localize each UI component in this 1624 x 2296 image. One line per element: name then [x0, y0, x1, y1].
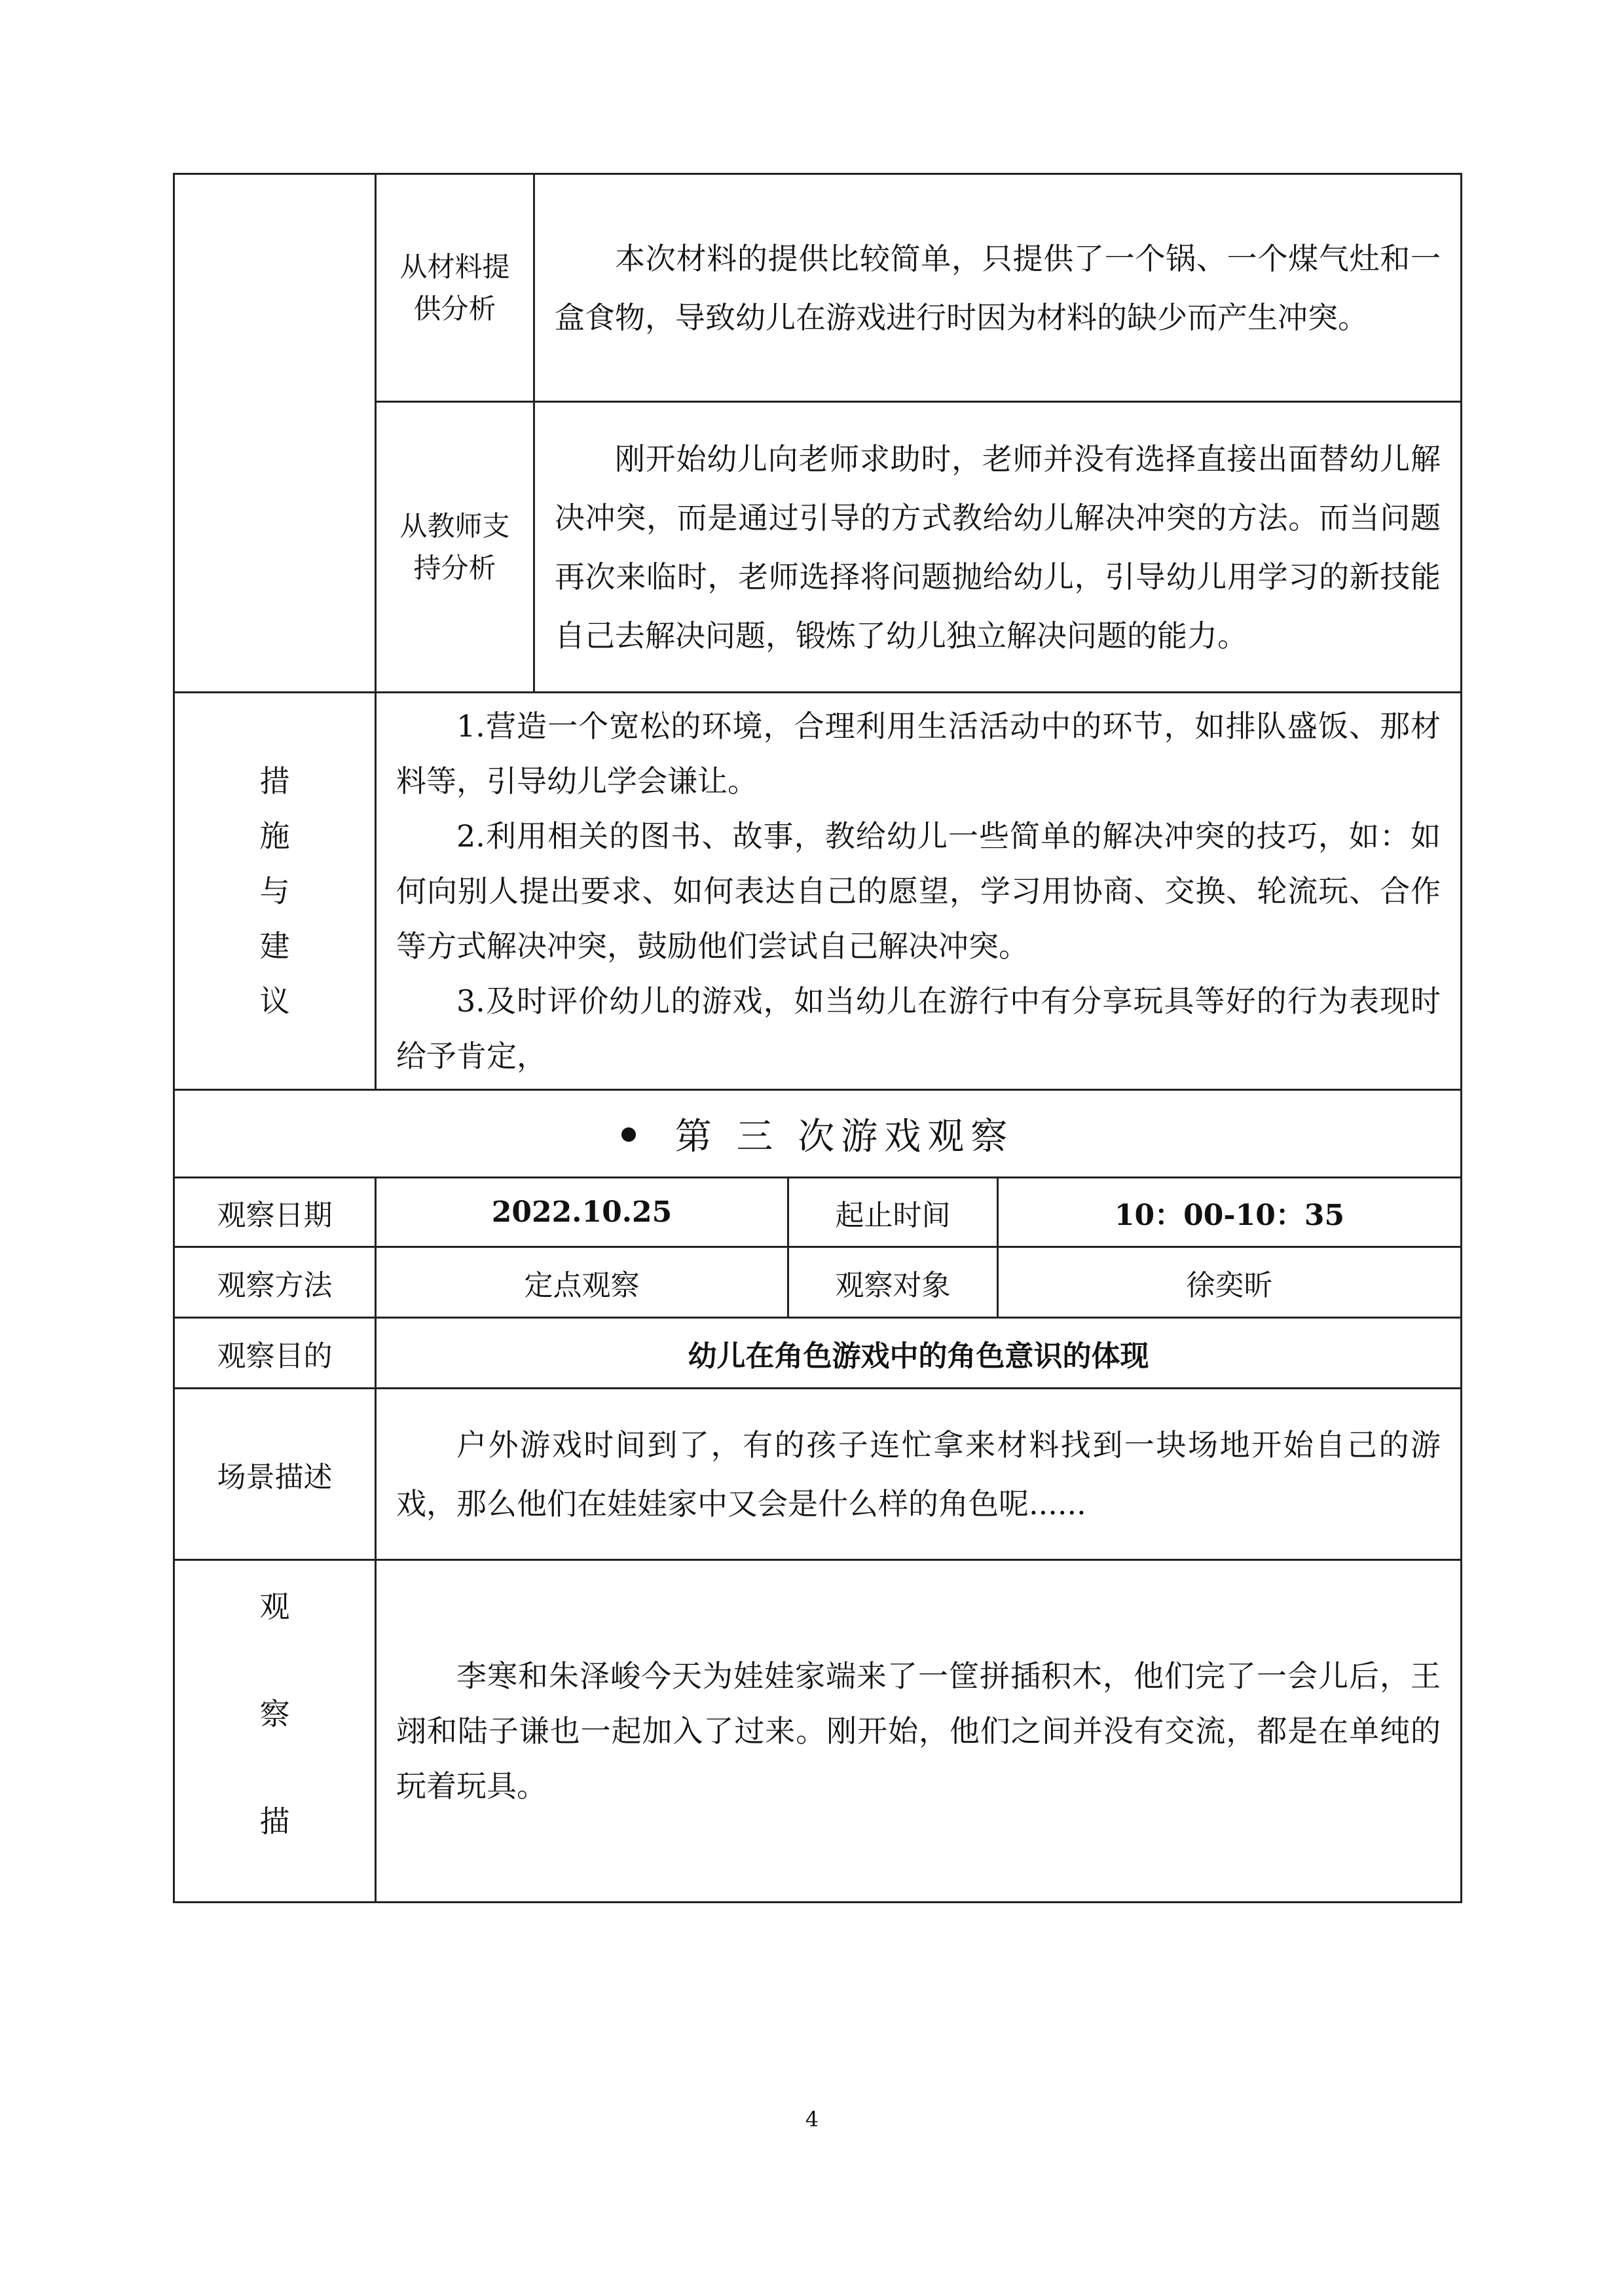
- measure-item: 2.利用相关的图书、故事，教给幼儿一些简单的解决冲突的技巧，如：如何向别人提出要求、如何表达自己的愿望，学习用协商、交换、轮流玩、合作等方式解决冲突，鼓励他们尝试自己解决冲突。: [396, 818, 1441, 964]
- teacher-analysis-text: 刚开始幼儿向老师求助时，老师并没有选择直接出面替幼儿解决冲突，而是通过引导的方式教给幼儿解决冲突的方法。而当问题再次来临时，老师选择将问题抛给幼儿，引导幼儿用学习的新技能自己去解决问题，锻炼了幼儿独立解决问题的能力。: [534, 402, 1462, 693]
- time-label: 起止时间: [788, 1178, 998, 1247]
- teacher-analysis-label: 从教师支 持分析: [376, 402, 534, 693]
- subject-label: 观察对象: [788, 1247, 998, 1318]
- material-analysis-row: [174, 174, 1462, 402]
- scene-label: 场景描述: [174, 1389, 376, 1560]
- scene-text: 户外游戏时间到了，有的孩子连忙拿来材料找到一块场地开始自己的游戏，那么他们在娃娃家中又会是什么样的角色呢......: [376, 1389, 1462, 1560]
- purpose-row: [174, 1318, 1462, 1389]
- date-value: 2022.10.25: [376, 1178, 788, 1247]
- material-analysis-text: 本次材料的提供比较简单，只提供了一个锅、一个煤气灶和一盒食物，导致幼儿在游戏进行时因为材料的缺少而产生冲突。: [534, 174, 1462, 402]
- section-title-row: [174, 1090, 1462, 1178]
- page-number: 4: [805, 2107, 819, 2132]
- measures-label: 措 施 与 建 议: [174, 693, 376, 1090]
- method-subject-row: [174, 1247, 1462, 1318]
- observation-row: [174, 1560, 1462, 1903]
- measure-item: 1.营造一个宽松的环境，合理利用生活活动中的环节，如排队盛饭、那材料等，引导幼儿学会谦让。: [396, 708, 1441, 799]
- date-label: 观察日期: [174, 1178, 376, 1247]
- observation-label: 观 察 描: [174, 1560, 376, 1903]
- scene-row: [174, 1389, 1462, 1560]
- method-label: 观察方法: [174, 1247, 376, 1318]
- time-value: 10：00-10：35: [998, 1178, 1462, 1247]
- observation-text: 李寒和朱泽峻今天为娃娃家端来了一筐拼插积木，他们完了一会儿后，王翊和陆子谦也一起加入了过来。刚开始，他们之间并没有交流，都是在单纯的玩着玩具。: [376, 1560, 1462, 1903]
- observation-record-table: [173, 173, 1460, 1903]
- method-value: 定点观察: [376, 1247, 788, 1318]
- purpose-value: 幼儿在角色游戏中的角色意识的体现: [376, 1318, 1462, 1389]
- purpose-label: 观察目的: [174, 1318, 376, 1389]
- material-analysis-label: 从材料提 供分析: [376, 174, 534, 402]
- measure-item: 3.及时评价幼儿的游戏，如当幼儿在游行中有分享玩具等好的行为表现时给予肯定，: [396, 983, 1441, 1074]
- date-time-row: [174, 1178, 1462, 1247]
- measures-text: [376, 693, 1462, 1090]
- analysis-blank-cell: [174, 174, 376, 693]
- section-title: 第 三 次游戏观察: [174, 1090, 1462, 1178]
- subject-value: 徐奕昕: [998, 1247, 1462, 1318]
- bullet-icon: [621, 1127, 636, 1142]
- measures-row: [174, 693, 1462, 1090]
